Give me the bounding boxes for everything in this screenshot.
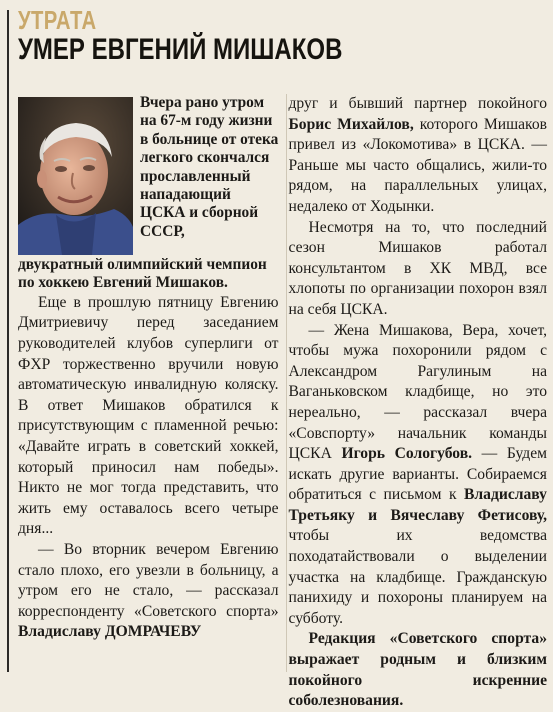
- person-name-fetisov: Вячеславу Фетисову,: [390, 506, 547, 524]
- person-name-tretyak: Владиславу Третьяку: [288, 486, 547, 524]
- left-rule: [7, 10, 9, 672]
- paragraph-4-text-c: чтобы их ведомства походатайствовали о выделении участка на кладбище. Гражданскую панихиду и похороны планируем на субботу.: [288, 527, 547, 627]
- paragraph-3: Несмотря на то, что последний сезон Мишаков работал консультантом в ХК МВД, все хлопоты по организации похорон взял на себя ЦСКА.: [288, 218, 547, 318]
- intro-block: [18, 94, 279, 255]
- lede-top: Вчера рано утром на 67-м году жизни в больнице от отека легкого скончался прославленный нападающий ЦСКА и сборной СССР,: [140, 94, 279, 240]
- headline: УМЕР ЕВГЕНИЙ МИШАКОВ: [18, 33, 343, 66]
- conjunction-and: и: [368, 506, 378, 524]
- paragraph-2-text-c: которого Мишаков привел из «Локомотива» в ЦСКА. — Раньше мы часто общались, жили-то рядом, на параллельных улицах, недалеко от Ходынки.: [288, 115, 547, 215]
- paragraph-2-text-b: друг и бывший партнер покойного: [288, 95, 547, 112]
- column-right: [286, 94, 548, 710]
- lede-bottom: двукратный олимпийский чемпион по хоккею Евгений Мишаков.: [18, 256, 267, 292]
- paragraph-4-text-b: — Будем искать другие варианты. Собираемся обратиться с письмом к: [288, 445, 547, 504]
- person-name-mikhailov: Борис Михайлов,: [288, 115, 414, 133]
- paragraph-1: Еще в прошлую пятницу Евгению Дмитриевичу перед заседанием руководителей клубов суперлиги от ФХР торжественно вручили новую автоматическую инвалидную коляску. В ответ Мишаков обратился к присутствующим с пламенной речью: «Давайте играть в советский хоккей, который приносил нам победы». Никто не мог тогда представить, что жить ему оставалось всего четыре дня...: [18, 293, 279, 538]
- paragraph-2-text-a: — Во вторник вечером Евгению стало плохо, его увезли в больницу, а утром его не стало, — рассказал корреспонденту «Советского спорта»: [18, 540, 279, 620]
- paragraph-2-start: [18, 540, 279, 643]
- reporter-name: Владиславу ДОМРАЧЕВУ: [18, 623, 202, 641]
- rubric-label: УТРАТА: [18, 5, 97, 35]
- portrait-photo: [18, 97, 133, 255]
- column-left: [18, 94, 279, 672]
- condolences-paragraph: Редакция «Советского спорта» выражает родным и близким покойного искренние соболезнования.: [288, 630, 547, 710]
- paragraph-2-continued: [289, 94, 548, 218]
- paragraph-4-text-a: — Жена Мишакова, Вера, хочет, чтобы мужа похоронили рядом с Александром Рагулиным на Ваганьковском кладбище, но это нереально, — рассказал вчера «Совспорту» начальник команды ЦСКА: [288, 321, 547, 463]
- paragraph-4: [289, 321, 548, 630]
- person-name-sologubov: Игорь Сологубов.: [341, 445, 473, 463]
- article-body: [18, 94, 547, 710]
